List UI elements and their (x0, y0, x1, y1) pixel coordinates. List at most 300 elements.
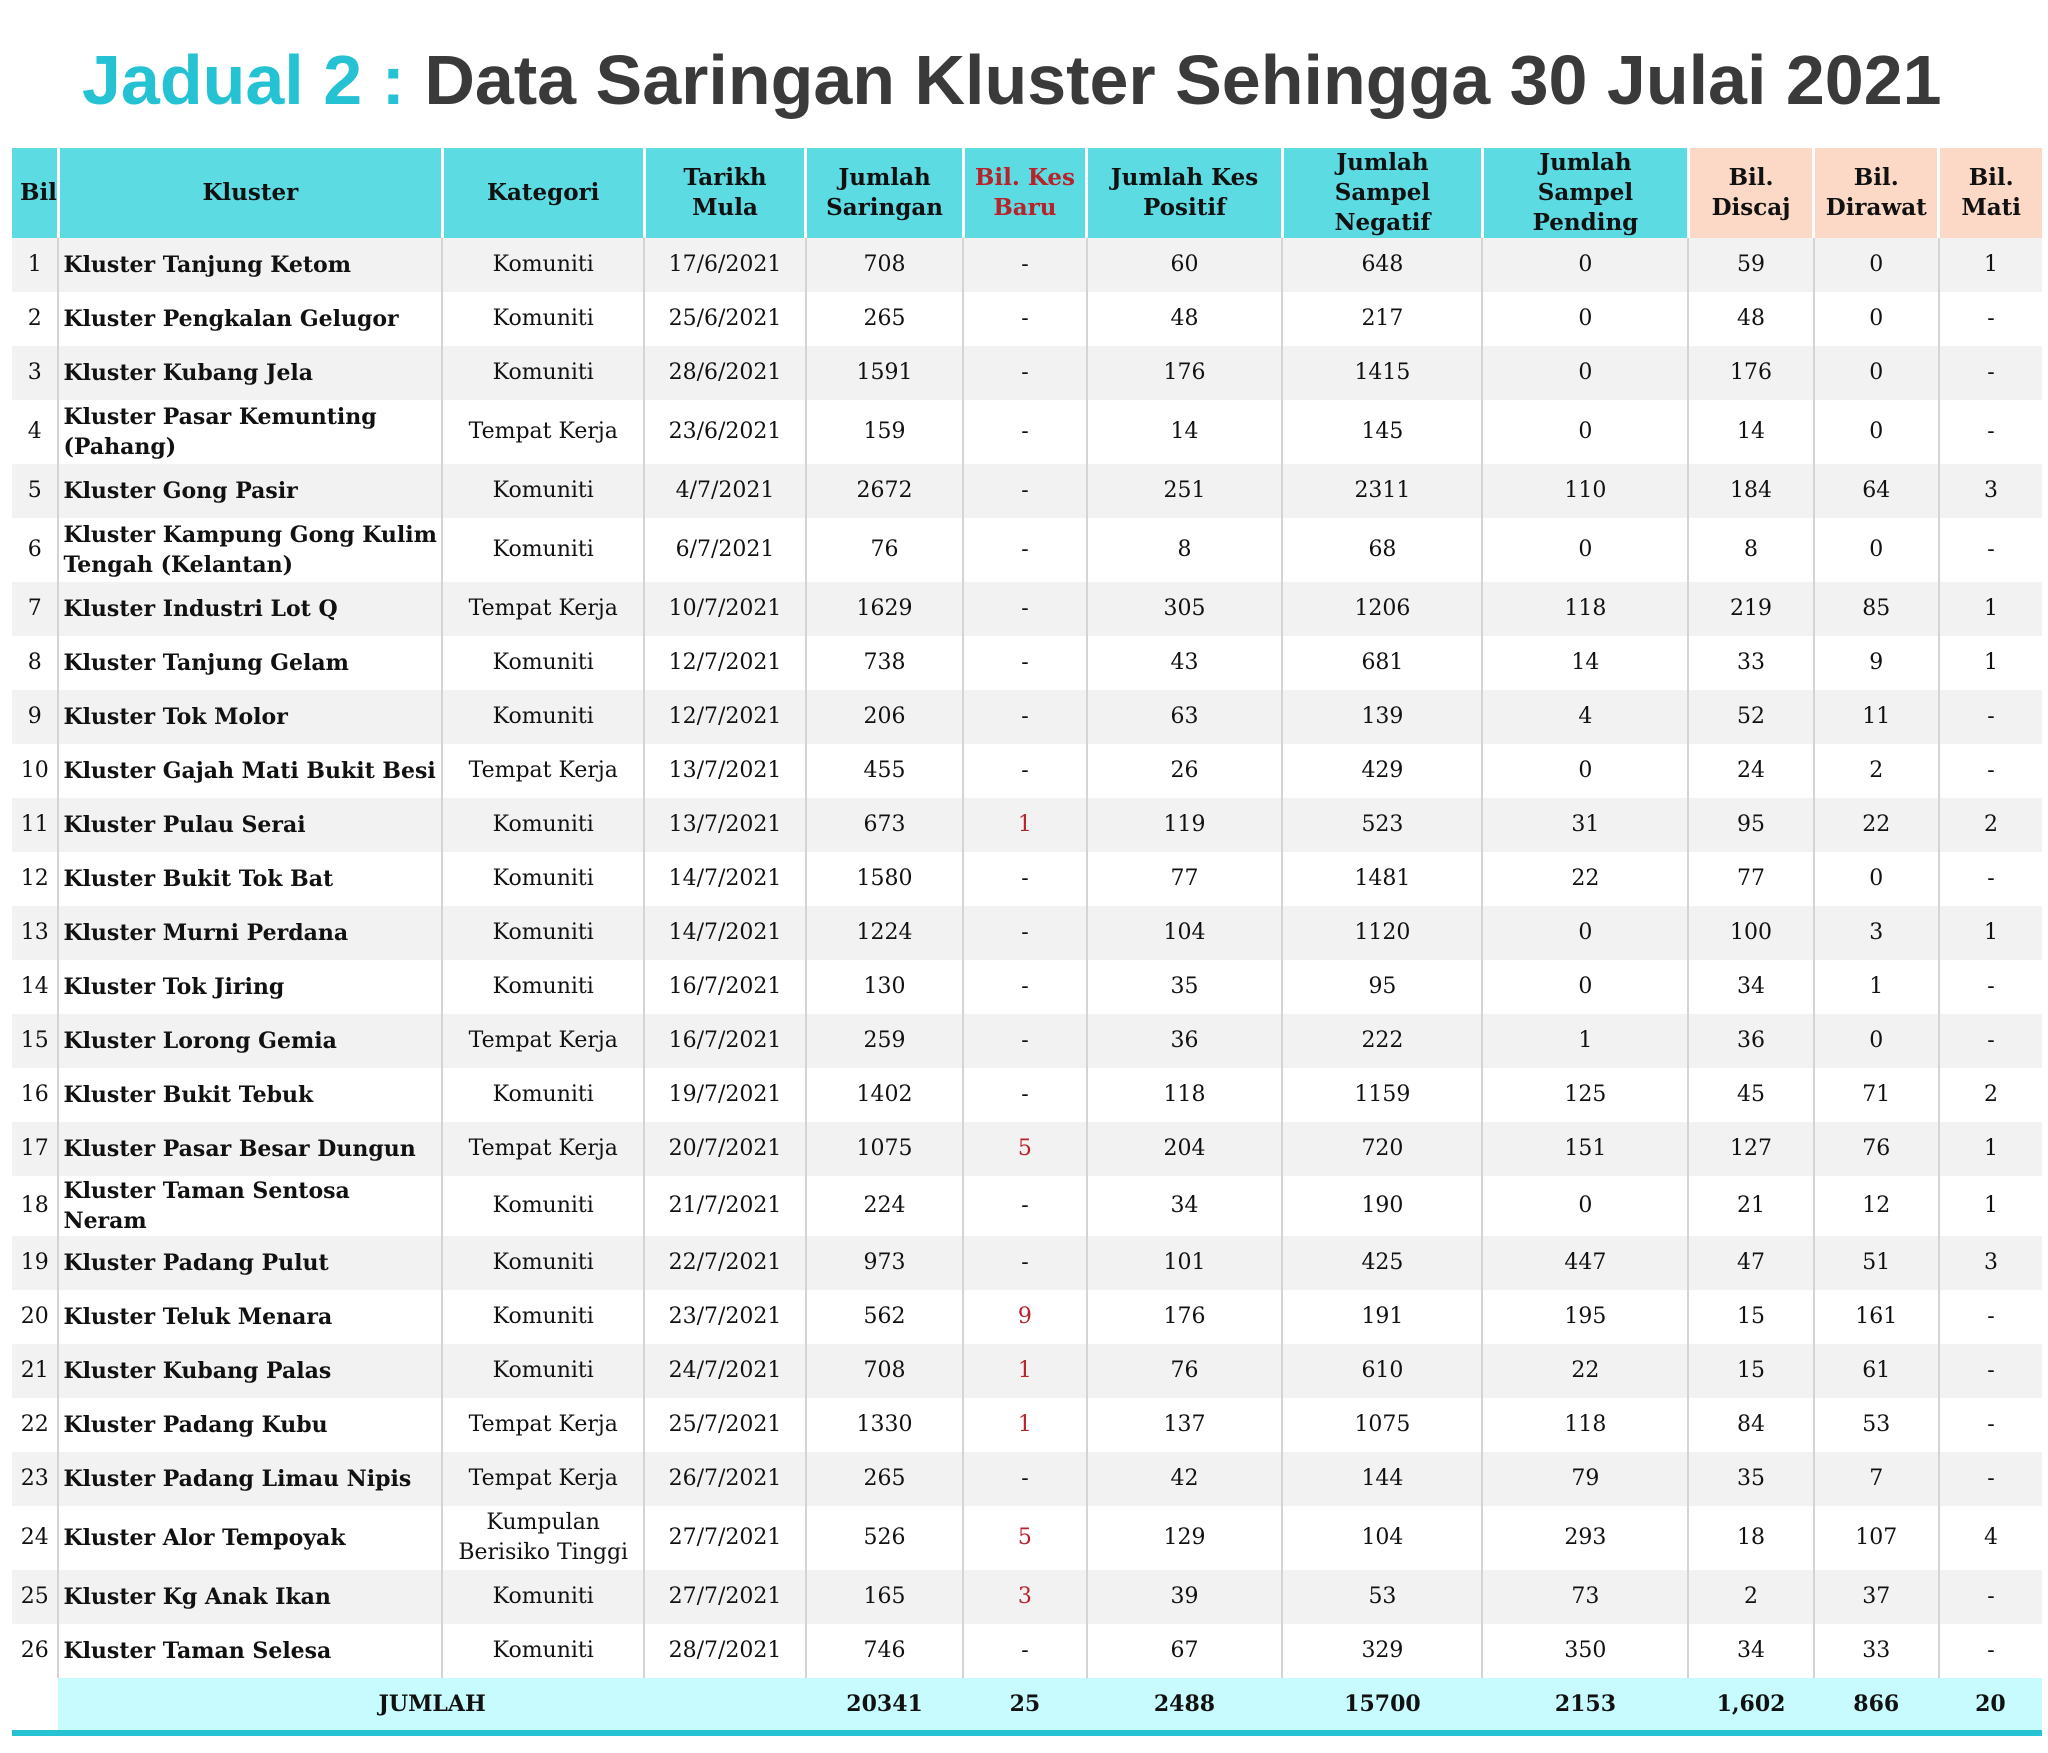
cell-pending: 151 (1482, 1122, 1688, 1176)
cell-positif: 77 (1087, 852, 1283, 906)
cell-pending: 4 (1482, 690, 1688, 744)
cell-mati: - (1939, 1398, 2042, 1452)
cell-positif: 63 (1087, 690, 1283, 744)
cell-bil: 5 (12, 464, 58, 518)
cell-dirawat: 7 (1814, 1452, 1939, 1506)
cell-discaj: 48 (1688, 292, 1813, 346)
cell-kategori: Komuniti (442, 906, 644, 960)
cell-kes-baru: - (963, 292, 1086, 346)
cell-dirawat: 2 (1814, 744, 1939, 798)
cell-bil: 26 (12, 1624, 58, 1678)
cell-dirawat: 76 (1814, 1122, 1939, 1176)
cell-kategori: Komuniti (442, 1068, 644, 1122)
cell-discaj: 95 (1688, 798, 1813, 852)
header-positif: Jumlah Kes Positif (1087, 148, 1283, 238)
table-row (12, 1344, 2042, 1398)
cell-positif: 119 (1087, 798, 1283, 852)
cell-tarikh: 6/7/2021 (644, 518, 806, 582)
cell-kluster: Kluster Tok Molor (58, 690, 442, 744)
cell-bil: 20 (12, 1290, 58, 1344)
cell-discaj: 47 (1688, 1236, 1813, 1290)
cell-dirawat: 22 (1814, 798, 1939, 852)
cell-saringan: 562 (806, 1290, 964, 1344)
cell-bil: 6 (12, 518, 58, 582)
cell-bil: 25 (12, 1570, 58, 1624)
cell-saringan: 165 (806, 1570, 964, 1624)
cell-saringan: 159 (806, 400, 964, 464)
title-main: Data Saringan Kluster Sehingga 30 Julai 2021 (424, 41, 1942, 119)
cell-saringan: 265 (806, 1452, 964, 1506)
header-saringan: Jumlah Saringan (806, 148, 964, 238)
cell-dirawat: 33 (1814, 1624, 1939, 1678)
cell-positif: 101 (1087, 1236, 1283, 1290)
cell-pending: 110 (1482, 464, 1688, 518)
cell-tarikh: 25/7/2021 (644, 1398, 806, 1452)
cell-discaj: 100 (1688, 906, 1813, 960)
cell-pending: 0 (1482, 906, 1688, 960)
header-bil: Bil (12, 148, 58, 238)
cell-mati: - (1939, 1290, 2042, 1344)
total-saringan: 20341 (806, 1678, 964, 1733)
cell-mati: - (1939, 852, 2042, 906)
cell-kes-baru: 1 (963, 1344, 1086, 1398)
table-row (12, 1068, 2042, 1122)
cell-kluster: Kluster Lorong Gemia (58, 1014, 442, 1068)
cell-bil: 21 (12, 1344, 58, 1398)
cell-mati: 1 (1939, 1122, 2042, 1176)
table-row (12, 464, 2042, 518)
cell-pending: 14 (1482, 636, 1688, 690)
cell-tarikh: 13/7/2021 (644, 798, 806, 852)
cell-bil: 9 (12, 690, 58, 744)
table-row (12, 1176, 2042, 1236)
cell-kategori: Kumpulan Berisiko Tinggi (442, 1506, 644, 1570)
cell-pending: 1 (1482, 1014, 1688, 1068)
header-dirawat: Bil. Dirawat (1814, 148, 1939, 238)
cell-pending: 0 (1482, 238, 1688, 292)
total-dirawat: 866 (1814, 1678, 1939, 1733)
cell-saringan: 259 (806, 1014, 964, 1068)
cell-bil: 11 (12, 798, 58, 852)
cell-negatif: 1075 (1282, 1398, 1482, 1452)
cell-dirawat: 53 (1814, 1398, 1939, 1452)
cell-positif: 129 (1087, 1506, 1283, 1570)
cell-bil: 13 (12, 906, 58, 960)
cell-tarikh: 23/6/2021 (644, 400, 806, 464)
cell-dirawat: 0 (1814, 292, 1939, 346)
cell-tarikh: 25/6/2021 (644, 292, 806, 346)
cell-mati: 1 (1939, 906, 2042, 960)
cell-negatif: 1120 (1282, 906, 1482, 960)
cell-pending: 0 (1482, 960, 1688, 1014)
cell-bil: 16 (12, 1068, 58, 1122)
cell-bil: 19 (12, 1236, 58, 1290)
cell-negatif: 68 (1282, 518, 1482, 582)
cell-negatif: 104 (1282, 1506, 1482, 1570)
cell-kategori: Komuniti (442, 346, 644, 400)
cell-negatif: 222 (1282, 1014, 1482, 1068)
cell-kategori: Tempat Kerja (442, 1122, 644, 1176)
cell-kluster: Kluster Pasar Kemunting (Pahang) (58, 400, 442, 464)
cell-bil: 22 (12, 1398, 58, 1452)
cell-discaj: 15 (1688, 1344, 1813, 1398)
cell-dirawat: 0 (1814, 400, 1939, 464)
cell-kategori: Komuniti (442, 238, 644, 292)
cell-negatif: 1159 (1282, 1068, 1482, 1122)
cell-positif: 67 (1087, 1624, 1283, 1678)
cell-kategori: Tempat Kerja (442, 744, 644, 798)
cell-positif: 60 (1087, 238, 1283, 292)
cell-kes-baru: - (963, 518, 1086, 582)
total-pending: 2153 (1482, 1678, 1688, 1733)
cell-dirawat: 107 (1814, 1506, 1939, 1570)
cell-positif: 14 (1087, 400, 1283, 464)
cell-tarikh: 20/7/2021 (644, 1122, 806, 1176)
cell-discaj: 14 (1688, 400, 1813, 464)
cell-pending: 0 (1482, 1176, 1688, 1236)
table-row (12, 960, 2042, 1014)
cell-kategori: Komuniti (442, 1236, 644, 1290)
cell-discaj: 2 (1688, 1570, 1813, 1624)
cell-negatif: 681 (1282, 636, 1482, 690)
cell-mati: - (1939, 1624, 2042, 1678)
cell-pending: 79 (1482, 1452, 1688, 1506)
table-row (12, 744, 2042, 798)
cell-discaj: 15 (1688, 1290, 1813, 1344)
cell-kes-baru: - (963, 1014, 1086, 1068)
cell-discaj: 176 (1688, 346, 1813, 400)
cell-kategori: Komuniti (442, 292, 644, 346)
cell-negatif: 648 (1282, 238, 1482, 292)
cell-kluster: Kluster Kubang Palas (58, 1344, 442, 1398)
cell-pending: 31 (1482, 798, 1688, 852)
cell-dirawat: 12 (1814, 1176, 1939, 1236)
cell-saringan: 76 (806, 518, 964, 582)
cell-positif: 43 (1087, 636, 1283, 690)
cell-positif: 104 (1087, 906, 1283, 960)
cell-kluster: Kluster Murni Perdana (58, 906, 442, 960)
cell-kategori: Komuniti (442, 464, 644, 518)
cell-discaj: 184 (1688, 464, 1813, 518)
cell-negatif: 523 (1282, 798, 1482, 852)
cell-kategori: Komuniti (442, 636, 644, 690)
cell-bil: 15 (12, 1014, 58, 1068)
cell-tarikh: 28/6/2021 (644, 346, 806, 400)
table-row (12, 690, 2042, 744)
cell-mati: - (1939, 346, 2042, 400)
cell-bil: 4 (12, 400, 58, 464)
cell-saringan: 2672 (806, 464, 964, 518)
cell-saringan: 455 (806, 744, 964, 798)
cell-saringan: 206 (806, 690, 964, 744)
cell-kategori: Tempat Kerja (442, 582, 644, 636)
cell-saringan: 265 (806, 292, 964, 346)
header-kluster: Kluster (58, 148, 442, 238)
header-kes-baru: Bil. Kes Baru (963, 148, 1086, 238)
cell-kes-baru: 9 (963, 1290, 1086, 1344)
cell-mati: - (1939, 1014, 2042, 1068)
total-positif: 2488 (1087, 1678, 1283, 1733)
cell-dirawat: 11 (1814, 690, 1939, 744)
cell-saringan: 130 (806, 960, 964, 1014)
table-row (12, 292, 2042, 346)
cell-kategori: Komuniti (442, 852, 644, 906)
table-row (12, 1398, 2042, 1452)
cell-mati: 4 (1939, 1506, 2042, 1570)
cell-kategori: Komuniti (442, 798, 644, 852)
totals-blank (12, 1678, 58, 1733)
cell-dirawat: 0 (1814, 346, 1939, 400)
cell-kategori: Komuniti (442, 1176, 644, 1236)
cell-kluster: Kluster Industri Lot Q (58, 582, 442, 636)
cell-positif: 48 (1087, 292, 1283, 346)
cell-discaj: 34 (1688, 960, 1813, 1014)
cell-bil: 14 (12, 960, 58, 1014)
cell-pending: 447 (1482, 1236, 1688, 1290)
cell-negatif: 425 (1282, 1236, 1482, 1290)
cell-kategori: Komuniti (442, 518, 644, 582)
cell-kategori: Komuniti (442, 690, 644, 744)
cell-positif: 137 (1087, 1398, 1283, 1452)
cell-dirawat: 9 (1814, 636, 1939, 690)
cell-kluster: Kluster Alor Tempoyak (58, 1506, 442, 1570)
cell-discaj: 18 (1688, 1506, 1813, 1570)
cell-saringan: 1075 (806, 1122, 964, 1176)
cell-positif: 176 (1087, 1290, 1283, 1344)
total-negatif: 15700 (1282, 1678, 1482, 1733)
cell-pending: 22 (1482, 1344, 1688, 1398)
cell-kluster: Kluster Pengkalan Gelugor (58, 292, 442, 346)
cell-bil: 7 (12, 582, 58, 636)
cell-kluster: Kluster Gong Pasir (58, 464, 442, 518)
cell-kes-baru: - (963, 852, 1086, 906)
total-kes-baru: 25 (963, 1678, 1086, 1733)
cell-positif: 204 (1087, 1122, 1283, 1176)
cell-tarikh: 21/7/2021 (644, 1176, 806, 1236)
cell-positif: 176 (1087, 346, 1283, 400)
cell-tarikh: 16/7/2021 (644, 960, 806, 1014)
cell-bil: 18 (12, 1176, 58, 1236)
cell-kes-baru: - (963, 1176, 1086, 1236)
cell-kluster: Kluster Kg Anak Ikan (58, 1570, 442, 1624)
cell-negatif: 1206 (1282, 582, 1482, 636)
cell-mati: 3 (1939, 464, 2042, 518)
cell-bil: 17 (12, 1122, 58, 1176)
cell-kes-baru: 5 (963, 1122, 1086, 1176)
cell-negatif: 720 (1282, 1122, 1482, 1176)
cell-tarikh: 10/7/2021 (644, 582, 806, 636)
cell-pending: 125 (1482, 1068, 1688, 1122)
cell-discaj: 34 (1688, 1624, 1813, 1678)
cell-kes-baru: - (963, 636, 1086, 690)
cell-kluster: Kluster Padang Limau Nipis (58, 1452, 442, 1506)
header-discaj: Bil. Discaj (1688, 148, 1813, 238)
table-row (12, 636, 2042, 690)
cell-saringan: 1629 (806, 582, 964, 636)
cell-kluster: Kluster Pulau Serai (58, 798, 442, 852)
cell-kes-baru: - (963, 238, 1086, 292)
cell-positif: 76 (1087, 1344, 1283, 1398)
cell-positif: 34 (1087, 1176, 1283, 1236)
cell-kluster: Kluster Tanjung Ketom (58, 238, 442, 292)
cell-dirawat: 71 (1814, 1068, 1939, 1122)
cell-dirawat: 61 (1814, 1344, 1939, 1398)
cell-discaj: 21 (1688, 1176, 1813, 1236)
cell-positif: 42 (1087, 1452, 1283, 1506)
cell-kes-baru: - (963, 1236, 1086, 1290)
cell-pending: 0 (1482, 518, 1688, 582)
cell-mati: - (1939, 744, 2042, 798)
cell-discaj: 24 (1688, 744, 1813, 798)
cell-tarikh: 19/7/2021 (644, 1068, 806, 1122)
cell-kluster: Kluster Kubang Jela (58, 346, 442, 400)
cell-kluster: Kluster Bukit Tok Bat (58, 852, 442, 906)
cell-discaj: 77 (1688, 852, 1813, 906)
header-kategori: Kategori (442, 148, 644, 238)
cell-pending: 0 (1482, 744, 1688, 798)
cell-kes-baru: - (963, 1624, 1086, 1678)
table-row (12, 1506, 2042, 1570)
cell-negatif: 1415 (1282, 346, 1482, 400)
cell-kategori: Tempat Kerja (442, 400, 644, 464)
cell-kategori: Tempat Kerja (442, 1398, 644, 1452)
table-row (12, 518, 2042, 582)
cell-tarikh: 4/7/2021 (644, 464, 806, 518)
cell-mati: 3 (1939, 1236, 2042, 1290)
cell-kluster: Kluster Tanjung Gelam (58, 636, 442, 690)
cell-positif: 251 (1087, 464, 1283, 518)
cell-positif: 305 (1087, 582, 1283, 636)
cell-kes-baru: 1 (963, 1398, 1086, 1452)
table-row (12, 852, 2042, 906)
cell-mati: - (1939, 1570, 2042, 1624)
cell-dirawat: 3 (1814, 906, 1939, 960)
header-pending: Jumlah Sampel Pending (1482, 148, 1688, 238)
cell-bil: 3 (12, 346, 58, 400)
cell-bil: 10 (12, 744, 58, 798)
table-row (12, 1290, 2042, 1344)
cell-kes-baru: - (963, 690, 1086, 744)
cell-negatif: 53 (1282, 1570, 1482, 1624)
cluster-table (12, 148, 2042, 1736)
table-row (12, 582, 2042, 636)
cell-positif: 8 (1087, 518, 1283, 582)
cell-saringan: 1402 (806, 1068, 964, 1122)
table-row (12, 1570, 2042, 1624)
cell-tarikh: 14/7/2021 (644, 906, 806, 960)
cell-saringan: 673 (806, 798, 964, 852)
cell-dirawat: 0 (1814, 1014, 1939, 1068)
totals-label: JUMLAH (58, 1678, 805, 1733)
cell-dirawat: 37 (1814, 1570, 1939, 1624)
cell-pending: 0 (1482, 400, 1688, 464)
cell-positif: 35 (1087, 960, 1283, 1014)
cell-kategori: Komuniti (442, 960, 644, 1014)
cell-dirawat: 0 (1814, 852, 1939, 906)
cell-dirawat: 0 (1814, 238, 1939, 292)
cell-kes-baru: 5 (963, 1506, 1086, 1570)
cell-saringan: 708 (806, 1344, 964, 1398)
cell-negatif: 2311 (1282, 464, 1482, 518)
table-row (12, 346, 2042, 400)
cell-kluster: Kluster Taman Sentosa Neram (58, 1176, 442, 1236)
cell-kes-baru: - (963, 1452, 1086, 1506)
table-row (12, 906, 2042, 960)
cell-bil: 12 (12, 852, 58, 906)
cell-saringan: 746 (806, 1624, 964, 1678)
cell-positif: 39 (1087, 1570, 1283, 1624)
total-mati: 20 (1939, 1678, 2042, 1733)
header-row (12, 148, 2042, 238)
cell-pending: 0 (1482, 292, 1688, 346)
cell-kes-baru: - (963, 464, 1086, 518)
cell-mati: - (1939, 960, 2042, 1014)
cell-bil: 1 (12, 238, 58, 292)
cell-discaj: 219 (1688, 582, 1813, 636)
cell-tarikh: 16/7/2021 (644, 1014, 806, 1068)
cell-saringan: 973 (806, 1236, 964, 1290)
cell-negatif: 190 (1282, 1176, 1482, 1236)
table-row (12, 238, 2042, 292)
cell-tarikh: 14/7/2021 (644, 852, 806, 906)
cell-kluster: Kluster Bukit Tebuk (58, 1068, 442, 1122)
total-discaj: 1,602 (1688, 1678, 1813, 1733)
cell-kluster: Kluster Taman Selesa (58, 1624, 442, 1678)
cell-negatif: 145 (1282, 400, 1482, 464)
cell-mati: 1 (1939, 1176, 2042, 1236)
header-mati: Bil. Mati (1939, 148, 2042, 238)
cell-dirawat: 161 (1814, 1290, 1939, 1344)
cell-positif: 26 (1087, 744, 1283, 798)
cell-kluster: Kluster Gajah Mati Bukit Besi (58, 744, 442, 798)
cell-discaj: 36 (1688, 1014, 1813, 1068)
cell-tarikh: 27/7/2021 (644, 1570, 806, 1624)
cell-kategori: Komuniti (442, 1570, 644, 1624)
table-row (12, 798, 2042, 852)
cell-negatif: 139 (1282, 690, 1482, 744)
cell-mati: 1 (1939, 582, 2042, 636)
title-prefix: Jadual 2 : (82, 41, 405, 119)
cell-kategori: Komuniti (442, 1290, 644, 1344)
cell-dirawat: 64 (1814, 464, 1939, 518)
table-row (12, 1624, 2042, 1678)
cell-discaj: 127 (1688, 1122, 1813, 1176)
cell-bil: 23 (12, 1452, 58, 1506)
table-row (12, 1122, 2042, 1176)
cell-mati: - (1939, 400, 2042, 464)
cell-pending: 0 (1482, 346, 1688, 400)
cell-saringan: 1591 (806, 346, 964, 400)
cell-tarikh: 12/7/2021 (644, 636, 806, 690)
cell-mati: - (1939, 690, 2042, 744)
cell-pending: 350 (1482, 1624, 1688, 1678)
cell-pending: 22 (1482, 852, 1688, 906)
cell-negatif: 610 (1282, 1344, 1482, 1398)
cell-saringan: 526 (806, 1506, 964, 1570)
cell-kluster: Kluster Padang Kubu (58, 1398, 442, 1452)
cell-tarikh: 13/7/2021 (644, 744, 806, 798)
cell-pending: 118 (1482, 1398, 1688, 1452)
cell-tarikh: 28/7/2021 (644, 1624, 806, 1678)
table-row (12, 1452, 2042, 1506)
cell-bil: 8 (12, 636, 58, 690)
cell-tarikh: 23/7/2021 (644, 1290, 806, 1344)
cell-tarikh: 27/7/2021 (644, 1506, 806, 1570)
cell-negatif: 329 (1282, 1624, 1482, 1678)
cell-kes-baru: - (963, 1068, 1086, 1122)
cell-discaj: 52 (1688, 690, 1813, 744)
cell-discaj: 35 (1688, 1452, 1813, 1506)
